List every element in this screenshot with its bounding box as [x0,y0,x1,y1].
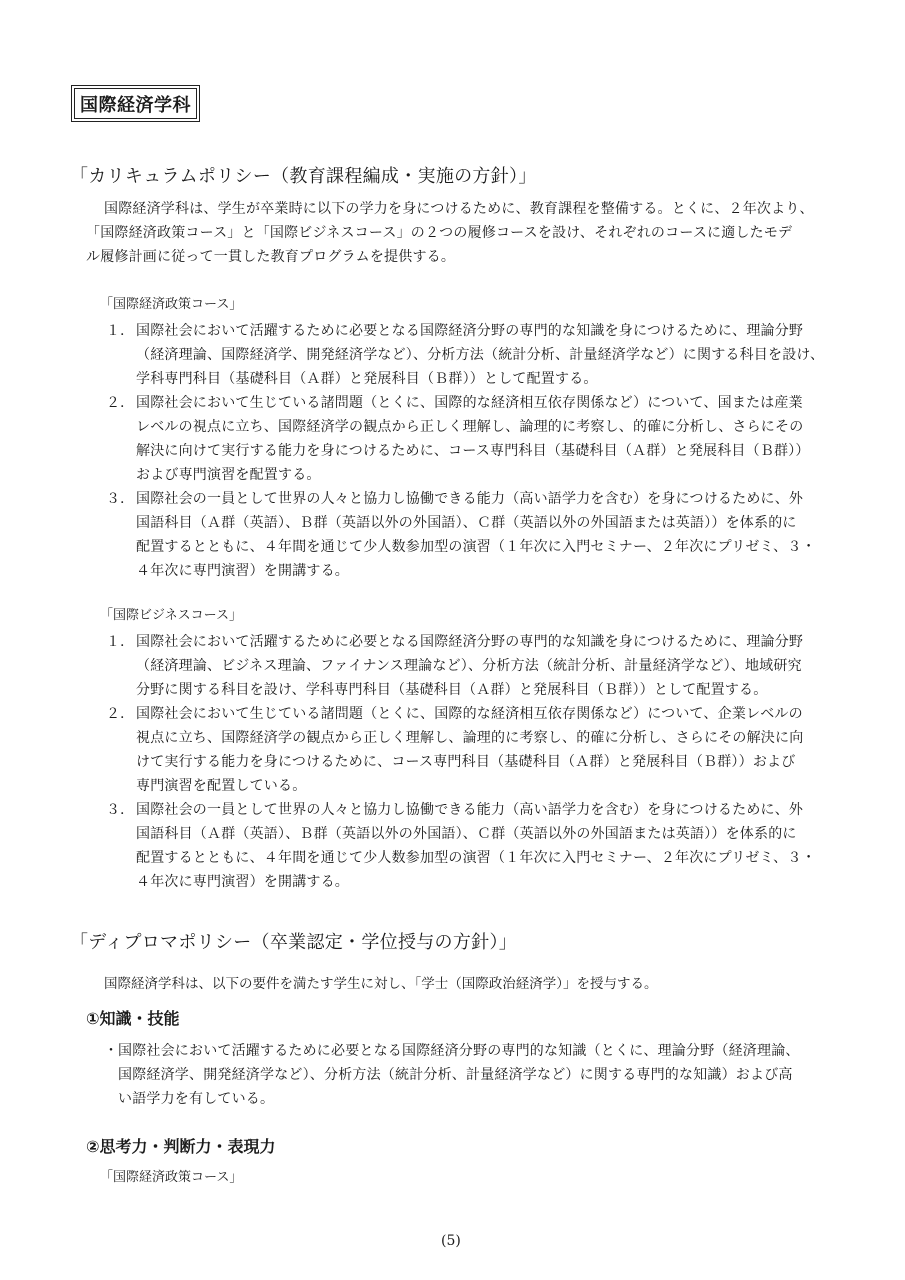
thinking-judgment-heading: ②思考力・判断力・表現力 [86,1137,276,1156]
item-line: （経済理論、ビジネス理論、ファイナンス理論など）、分析方法（統計分析、計量経済学など）、地域研究 [136,658,802,674]
item-line: 視点に立ち、国際経済学の観点から正しく理解し、論理的に考察し、的確に分析し、さらにその解決に向 [136,730,804,746]
item-line: 国際社会において活躍するために必要となる国際経済分野の専門的な知識を身につけるために、理論分野 [136,634,804,650]
item-line: 解決に向けて実行する能力を身につけるために、コース専門科目（基礎科目（Ａ群）と発展科目（Ｂ群）） [136,443,810,459]
curriculum-policy-title: 「カリキュラムポリシー（教育課程編成・実施の方針）」 [70,166,537,187]
item-number: １. [106,323,125,339]
curriculum-intro-line: 「国際経済政策コース」と「国際ビジネスコース」の２つの履修コースを設け、それぞれのコースに適したモデ [86,225,793,241]
item-number: ２. [106,706,125,722]
knowledge-skills-heading: ①知識・技能 [86,1009,180,1028]
knowledge-line: 国際社会において活躍するために必要となる国際経済分野の専門的な知識（とくに、理論分野（経済理論、 [118,1043,800,1059]
item-number: ２. [106,395,125,411]
diploma-policy-title: 「ディプロマポリシー（卒業認定・学位授与の方針）」 [70,932,518,953]
course-label-economic-policy: 「国際経済政策コース」 [100,1170,243,1185]
knowledge-line: い語学力を有している。 [118,1091,275,1107]
item-line: けて実行する能力を身につけるために、コース専門科目（基礎科目（Ａ群）と発展科目（Ｂ群））および [136,754,796,770]
item-line: 国際社会の一員として世界の人々と協力し協働できる能力（高い語学力を含む）を身につけるために、外 [136,802,804,818]
item-line: レベルの視点に立ち、国際経済学の観点から正しく理解し、論理的に考察し、的確に分析し、さらにその [136,419,804,435]
knowledge-line: 国際経済学、開発経済学など）、分析方法（統計分析、計量経済学など）に関する専門的な知識）および高 [118,1067,793,1083]
item-number: １. [106,634,125,650]
item-line: 学科専門科目（基礎科目（Ａ群）と発展科目（Ｂ群））として配置する。 [136,371,598,387]
item-line: 国際社会において活躍するために必要となる国際経済分野の専門的な知識を身につけるために、理論分野 [136,323,804,339]
curriculum-intro-line: ル履修計画に従って一貫した教育プログラムを提供する。 [86,249,456,265]
page-number: (5) [441,1233,461,1249]
item-line: ４年次に専門演習）を開講する。 [136,874,349,890]
item-line: ４年次に専門演習）を開講する。 [136,563,349,579]
item-line: 分野に関する科目を設け、学科専門科目（基礎科目（Ａ群）と発展科目（Ｂ群））として配置する。 [136,682,768,698]
item-line: 国際社会において生じている諸問題（とくに、国際的な経済相互依存関係など）について、国または産業 [136,395,803,411]
item-number: ３. [106,491,125,507]
item-line: （経済理論、国際経済学、開発経済学など）、分析方法（統計分析、計量経済学など）に関する科目を設け、 [136,347,825,363]
diploma-intro: 国際経済学科は、以下の要件を満たす学生に対し、「学士（国際政治経済学）」を授与する。 [104,976,658,992]
item-line: 国語科目（Ａ群（英語）、Ｂ群（英語以外の外国語）、Ｃ群（英語以外の外国語または英語））を体系的に [136,826,797,842]
item-number: ３. [106,802,125,818]
item-line: 国際社会において生じている諸問題（とくに、国際的な経済相互依存関係など）について、企業レベルの [136,706,803,722]
item-line: および専門演習を配置する。 [136,467,321,483]
bullet-mark: ・ [104,1043,119,1059]
item-line: 国際社会の一員として世界の人々と協力し協働できる能力（高い語学力を含む）を身につけるために、外 [136,491,804,507]
curriculum-intro-line: 国際経済学科は、学生が卒業時に以下の学力を身につけるために、教育課程を整備する。とくに、２年次より、 [104,201,814,217]
item-line: 配置するとともに、４年間を通じて少人数参加型の演習（１年次に入門セミナー、２年次にプリゼミ、３・ [136,539,816,555]
course-label-economic-policy: 「国際経済政策コース」 [100,297,243,312]
course-label-business: 「国際ビジネスコース」 [100,608,242,623]
department-title: 国際経済学科 [74,88,197,119]
item-line: 国語科目（Ａ群（英語）、Ｂ群（英語以外の外国語）、Ｃ群（英語以外の外国語または英語））を体系的に [136,515,797,531]
item-line: 専門演習を配置している。 [136,778,307,794]
item-line: 配置するとともに、４年間を通じて少人数参加型の演習（１年次に入門セミナー、２年次にプリゼミ、３・ [136,850,816,866]
